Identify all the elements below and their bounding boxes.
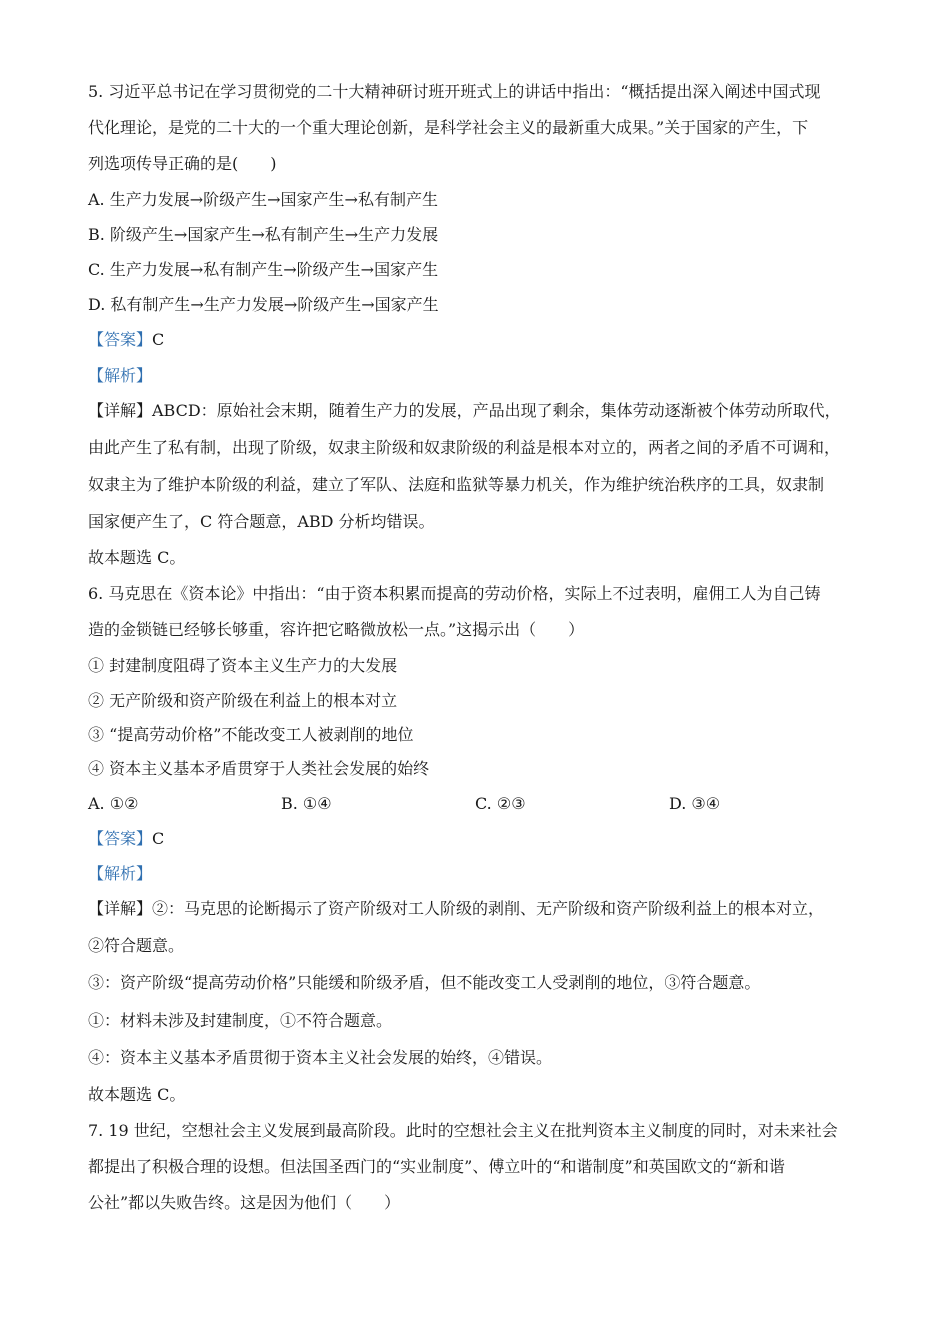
q5-option-d: D. 私有制产生→生产力发展→阶级产生→国家产生	[88, 295, 439, 314]
q5-option-b: B. 阶级产生→国家产生→私有制产生→生产力发展	[88, 225, 439, 244]
q6-option-a: A. ①②	[88, 794, 139, 813]
q6-detail-line-5: ④：资本主义基本矛盾贯彻于资本主义社会发展的始终，④错误。	[88, 1048, 553, 1067]
q6-detail-line-2: ②符合题意。	[88, 936, 185, 955]
q6-stem-line-2: 造的金锁链已经够长够重，容许把它略微放松一点。”这揭示出（ ）	[88, 620, 585, 639]
q6-detail-line-1: 【详解】②：马克思的论断揭示了资产阶级对工人阶级的剥削、无产阶级和资产阶级利益上的根本对立，	[88, 899, 825, 918]
q6-conclusion: 故本题选 C。	[88, 1085, 186, 1104]
q5-answer	[88, 330, 164, 350]
q6-statement-1: ① 封建制度阻碍了资本主义生产力的大发展	[88, 656, 398, 675]
q5-detail-line-1: 【详解】ABCD：原始社会末期，随着生产力的发展，产品出现了剩余，集体劳动逐渐被个体劳动所取代，	[88, 401, 841, 420]
q6-analysis-tag: 【解析】	[88, 864, 153, 883]
q6-answer-value: C	[152, 829, 165, 848]
q7-stem-line-2: 都提出了积极合理的设想。但法国圣西门的“实业制度”、傅立叶的“和谐制度”和英国欧文的“新和谐	[88, 1157, 785, 1176]
q7-stem-line-3: 公社”都以失败告终。这是因为他们（ ）	[88, 1193, 401, 1212]
q6-detail-line-3: ③：资产阶级“提高劳动价格”只能缓和阶级矛盾，但不能改变工人受剥削的地位，③符合题意。	[88, 973, 761, 992]
q6-stem-line-1: 6. 马克思在《资本论》中指出：“由于资本积累而提高的劳动价格，实际上不过表明，雇佣工人为自己铸	[88, 584, 821, 603]
q5-stem-line-2: 代化理论，是党的二十大的一个重大理论创新，是科学社会主义的最新重大成果。”关于国家的产生，下	[88, 118, 809, 137]
q5-analysis-tag: 【解析】	[88, 366, 153, 385]
q6-statement-2: ② 无产阶级和资产阶级在利益上的根本对立	[88, 691, 398, 710]
q5-answer-tag: 【答案】	[88, 330, 153, 349]
q5-option-c: C. 生产力发展→私有制产生→阶级产生→国家产生	[88, 260, 439, 279]
q6-statement-4: ④ 资本主义基本矛盾贯穿于人类社会发展的始终	[88, 759, 430, 778]
q6-option-c: C. ②③	[475, 794, 526, 813]
q7-stem-line-1: 7. 19 世纪，空想社会主义发展到最高阶段。此时的空想社会主义在批判资本主义制度的同时，对未来社会	[88, 1121, 838, 1140]
q6-statement-3: ③ “提高劳动价格”不能改变工人被剥削的地位	[88, 725, 414, 744]
q5-stem-line-3: 列选项传导正确的是( )	[88, 154, 277, 173]
q5-detail-line-3: 奴隶主为了维护本阶级的利益，建立了军队、法庭和监狱等暴力机关，作为维护统治秩序的工具，奴隶制	[88, 475, 825, 494]
q5-stem-line-1: 5. 习近平总书记在学习贯彻党的二十大精神研讨班开班式上的讲话中指出：“概括提出深入阐述中国式现	[88, 82, 821, 101]
q5-answer-value: C	[152, 330, 165, 349]
q6-option-d: D. ③④	[669, 794, 721, 813]
q5-conclusion: 故本题选 C。	[88, 548, 186, 567]
q5-option-a: A. 生产力发展→阶级产生→国家产生→私有制产生	[88, 190, 438, 209]
q6-detail-line-4: ①：材料未涉及封建制度，①不符合题意。	[88, 1011, 393, 1030]
q6-answer-tag: 【答案】	[88, 829, 153, 848]
q6-answer	[88, 829, 164, 849]
q5-detail-line-4: 国家便产生了，C 符合题意，ABD 分析均错误。	[88, 512, 435, 531]
q6-option-b: B. ①④	[281, 794, 332, 813]
q5-detail-line-2: 由此产生了私有制，出现了阶级，奴隶主阶级和奴隶阶级的利益是根本对立的，两者之间的矛盾不可调和，	[88, 438, 841, 457]
